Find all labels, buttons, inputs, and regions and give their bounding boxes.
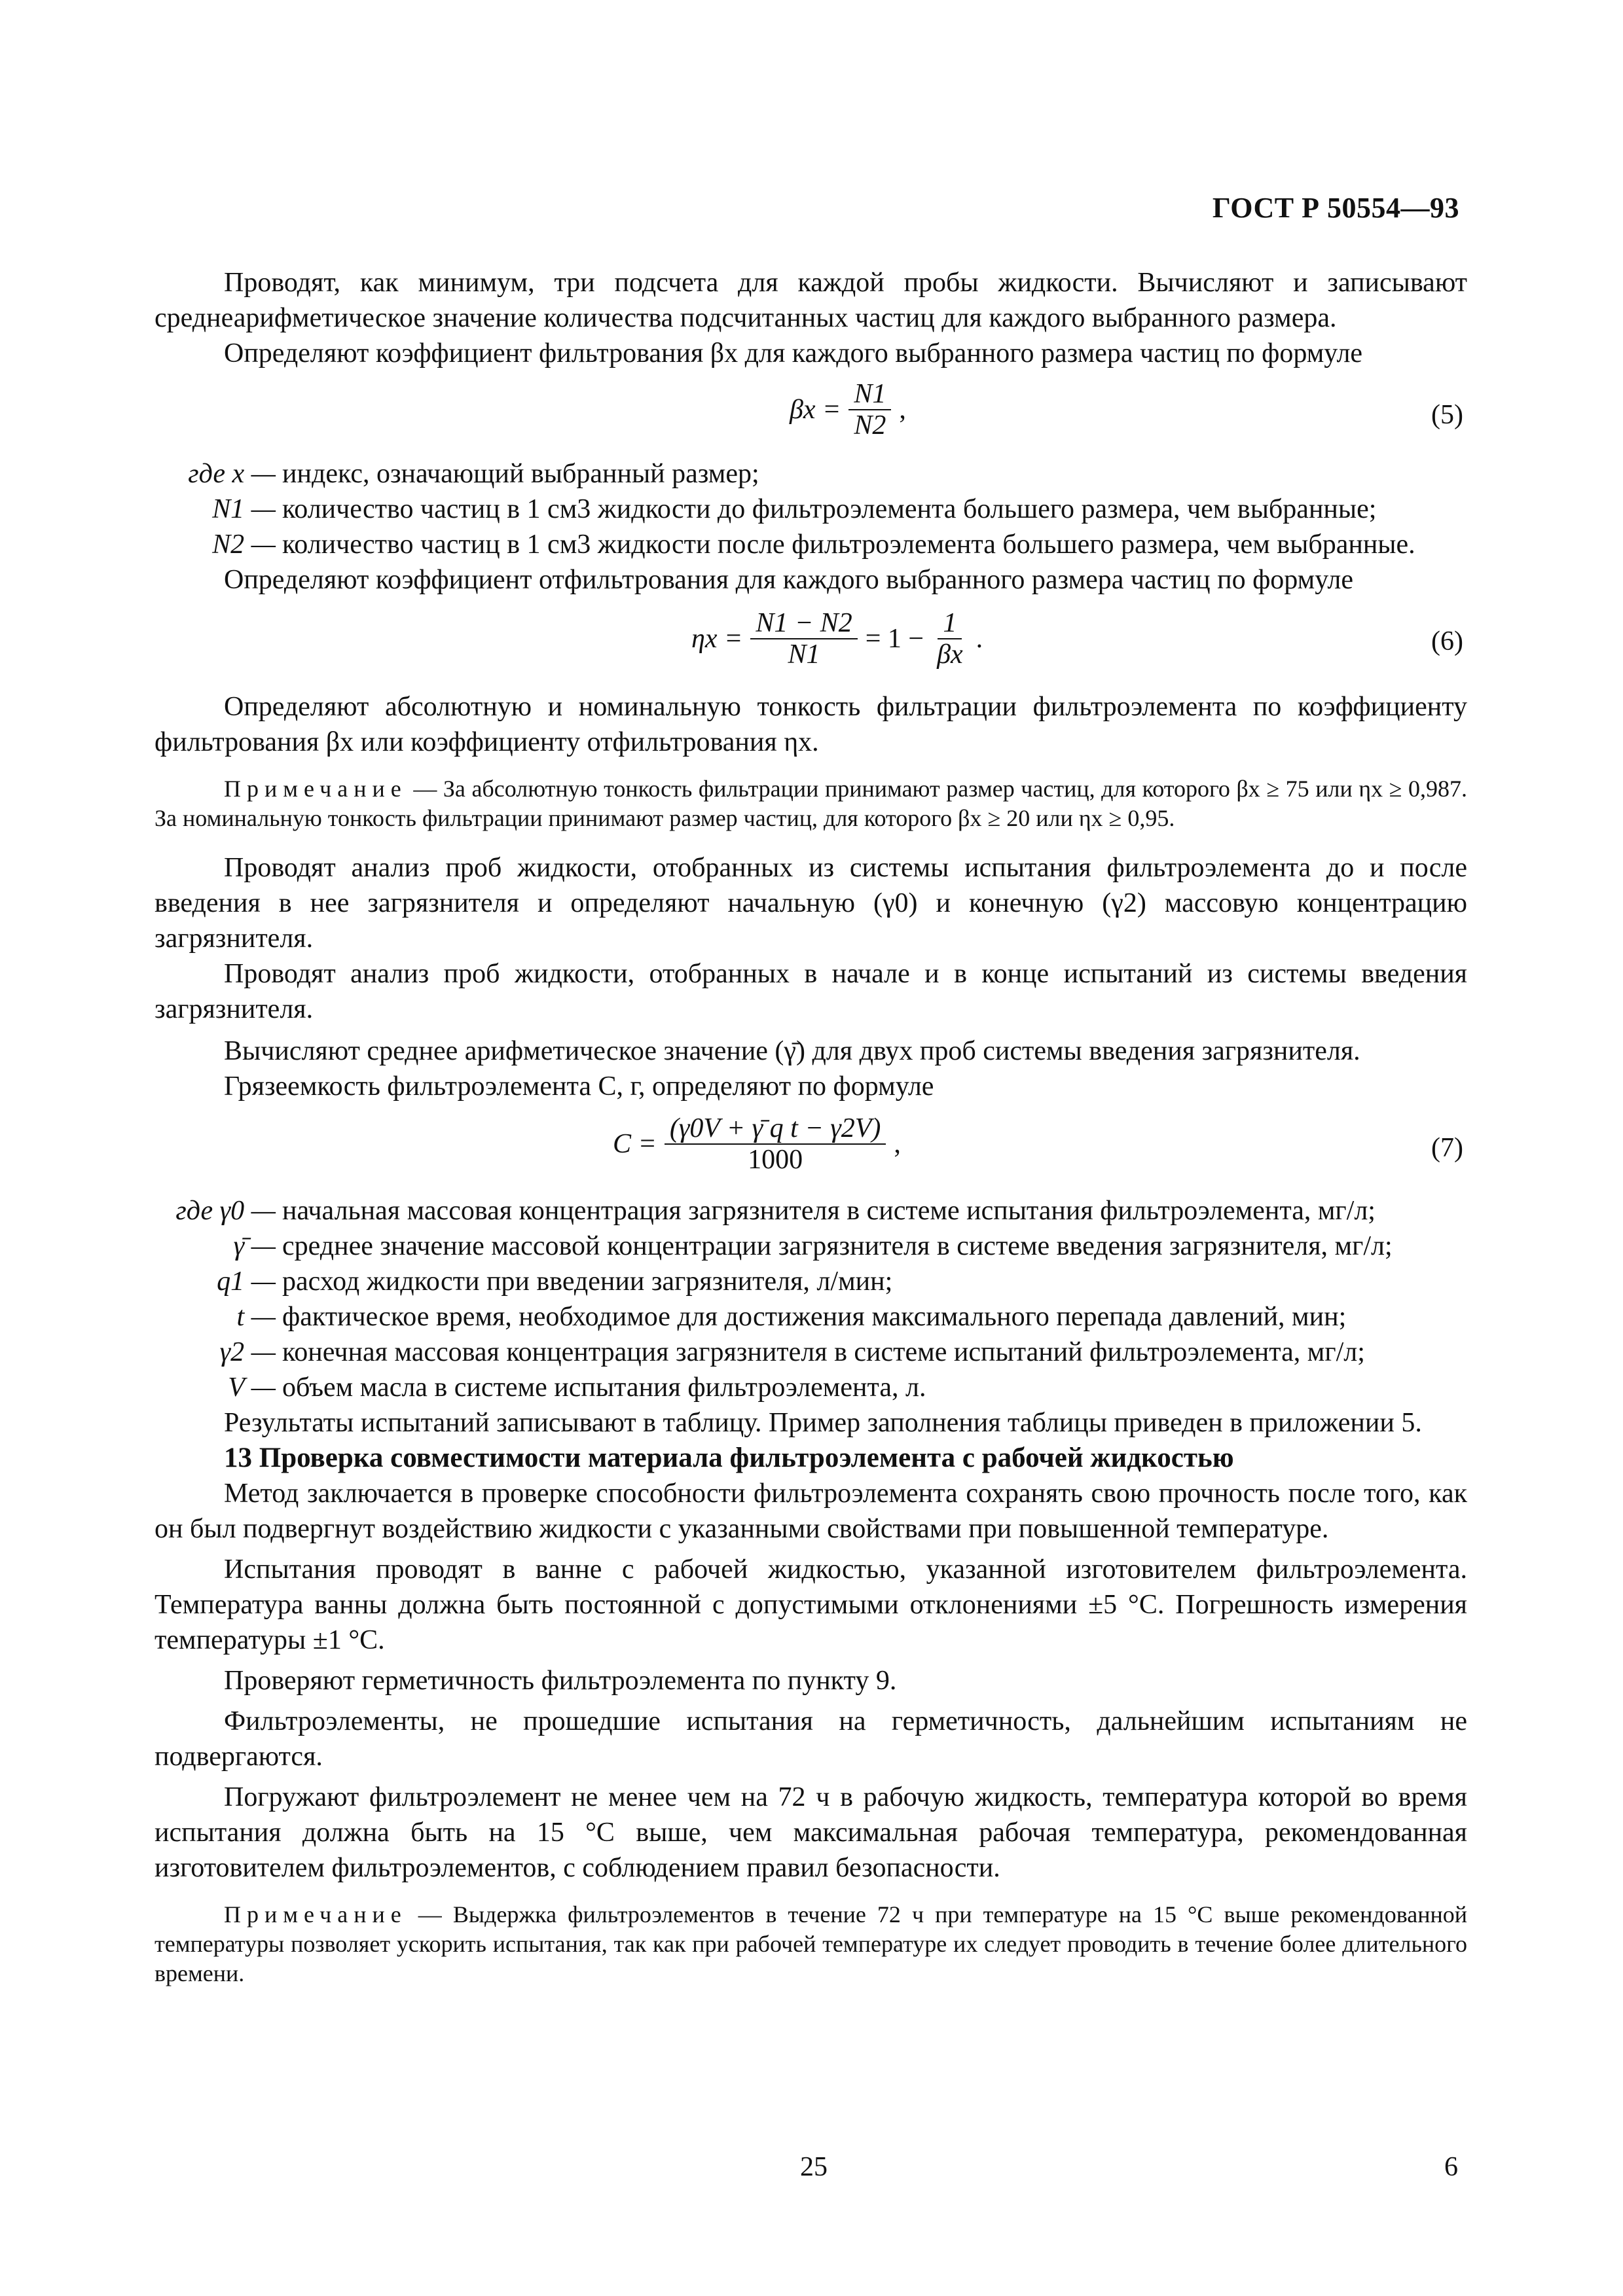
formula-6-middle: = 1 − [865, 624, 924, 654]
definition-text: конечная массовая концентрация загрязнителя в системе испытаний фильтроэлемента, мг/л; [282, 1337, 1365, 1367]
sheet-number: 6 [1444, 2152, 1458, 2182]
definition-item [155, 527, 1467, 562]
definition-text: количество частиц в 1 см3 жидкости до фильтроэлемента большего размера, чем выбранные; [282, 494, 1377, 524]
definition-symbol: γ2 — [219, 1337, 276, 1367]
definition-symbol: N2 — [212, 529, 276, 560]
formula-6-numerator-2: 1 [938, 608, 962, 639]
formula-7-tail: , [894, 1129, 901, 1159]
note-2-label: Примечание [224, 1901, 407, 1928]
formula-6-fraction-1 [750, 608, 857, 670]
formula-6-number: (6) [1431, 626, 1463, 656]
formula-5-number: (5) [1431, 400, 1463, 430]
definition-symbol: q1 — [217, 1266, 276, 1297]
formula-5 [155, 375, 1467, 452]
paragraph-mean-value: Вычисляют среднее арифметическое значение (γ̄) для двух проб системы введения загрязнителя. [224, 1036, 1360, 1066]
formula-7-expression [613, 1113, 901, 1175]
formula-7-denominator: 1000 [748, 1145, 803, 1175]
definition-text: индекс, означающий выбранный размер; [282, 459, 759, 489]
definition-item [155, 1299, 1467, 1335]
definition-item [155, 1370, 1467, 1405]
note-1-text: — За абсолютную тонкость фильтрации принимают размер частиц, для которого βx ≥ 75 или ηx ≥ 0,987. За номинальную тонкость фильтрации принимают размер частиц, для которого βx ≥ 20 или ηx ≥ 0,95. [155, 776, 1468, 831]
definition-text: начальная массовая концентрация загрязнителя в системе испытания фильтроэлемента, мг/л; [282, 1196, 1376, 1226]
formula-5-expression [790, 379, 906, 440]
definition-item [155, 1335, 1467, 1370]
document-body [155, 265, 1467, 1988]
formula-5-denominator: N2 [854, 410, 886, 440]
note-2 [155, 1900, 1467, 1988]
paragraph-dirt-capacity: Грязеемкость фильтроэлемента C, г, определяют по формуле [224, 1071, 934, 1102]
definition-symbol: γ̄ — [233, 1231, 276, 1261]
formula-7-fraction [665, 1113, 886, 1175]
definition-symbol: где x — [188, 459, 276, 489]
definition-symbol: t — [236, 1302, 276, 1332]
formula-6-lhs: ηx = [691, 624, 743, 654]
definition-text: объем масла в системе испытания фильтроэлемента, л. [282, 1372, 926, 1403]
formula-6-numerator-1: N1 − N2 [750, 608, 857, 639]
paragraph-counts: Проводят, как минимум, три подсчета для каждой пробы жидкости. Вычисляют и записывают среднеарифметическое значение количества подсчитанных частиц для каждого выбранного размера. [155, 268, 1467, 333]
definition-text: количество частиц в 1 см3 жидкости после фильтроэлемента большего размера, чем выбранные. [282, 529, 1415, 560]
formula-6-fraction-2 [932, 608, 968, 670]
note-2-text: — Выдержка фильтроэлементов в течение 72 ч при температуре на 15 °С выше рекомендованной температуры позволяет ускорить испытания, так как при рабочей температуре их следует проводить в течение более длительного времени. [155, 1901, 1468, 1986]
formula-6-tail: . [976, 624, 983, 654]
definition-symbol: N1 — [212, 494, 276, 524]
section-13-heading: 13 Проверка совместимости материала фильтроэлемента с рабочей жидкостью [224, 1443, 1234, 1473]
definition-symbol: где γ0 — [175, 1196, 276, 1226]
definition-text: расход жидкости при введении загрязнителя, л/мин; [282, 1266, 893, 1297]
paragraph-results-table: Результаты испытаний записывают в таблицу. Пример заполнения таблицы приведен в приложении 5. [224, 1408, 1422, 1438]
formula-5-fraction [848, 379, 891, 440]
formula-5-numerator: N1 [848, 379, 891, 410]
definition-item [155, 1229, 1467, 1264]
formula-6-denominator-2: βx [937, 639, 963, 670]
definitions-5 [155, 456, 1467, 562]
paragraph-method: Метод заключается в проверке способности фильтроэлемента сохранять свою прочность после того, как он был подвергнут воздействию жидкости с указанными свойствами при повышенной температуре. [155, 1479, 1467, 1544]
paragraph-filtration-coefficient: Определяют коэффициент фильтрования βx для каждого выбранного размера частиц по формуле [224, 338, 1363, 368]
definition-symbol: V — [228, 1372, 276, 1403]
note-1 [155, 774, 1467, 833]
definitions-7 [155, 1193, 1467, 1405]
formula-6 [155, 601, 1467, 685]
paragraph-sample-analysis: Проводят анализ проб жидкости, отобранных из системы испытания фильтроэлемента до и после введения в нее загрязнителя и определяют начальную (γ0) и конечную (γ2) массовую концентрацию загрязнителя. [155, 853, 1467, 954]
definition-text: фактическое время, необходимое для достижения максимального перепада давлений, мин; [282, 1302, 1347, 1332]
definition-item [155, 492, 1467, 527]
definition-item [155, 456, 1467, 492]
formula-7 [155, 1108, 1467, 1189]
paragraph-contaminant-samples: Проводят анализ проб жидкости, отобранных в начале и в конце испытаний из системы введения загрязнителя. [155, 959, 1467, 1024]
definition-item [155, 1264, 1467, 1299]
formula-6-denominator-1: N1 [788, 639, 820, 670]
formula-7-numerator: (γ0V + γ̄ q t − γ2V) [665, 1113, 886, 1145]
paragraph-bath: Испытания проводят в ванне с рабочей жидкостью, указанной изготовителем фильтроэлемента. Температура ванны должна быть постоянной с допустимыми отклонениями ±5 °С. Погрешность измерения температуры ±1 °С. [155, 1554, 1467, 1655]
formula-7-number: (7) [1431, 1133, 1463, 1163]
paragraph-immersion: Погружают фильтроэлемент не менее чем на 72 ч в рабочую жидкость, температура которой во время испытания должна быть на 15 °С выше, чем максимальная рабочая температура, рекомендованная изготовителем фильтроэлементов, с соблюдением правил безопасности. [155, 1782, 1467, 1883]
paragraph-defiltration-coefficient: Определяют коэффициент отфильтрования для каждого выбранного размера частиц по формуле [224, 565, 1353, 595]
definition-item [155, 1193, 1467, 1229]
formula-7-lhs: C = [613, 1129, 657, 1159]
formula-5-tail: , [899, 395, 906, 425]
paragraph-tightness: Проверяют герметичность фильтроэлемента по пункту 9. [224, 1666, 897, 1696]
definition-text: среднее значение массовой концентрации загрязнителя в системе введения загрязнителя, мг/л; [282, 1231, 1393, 1261]
formula-5-lhs: βx = [790, 395, 841, 425]
note-1-label: Примечание [224, 776, 407, 802]
paragraph-fineness: Определяют абсолютную и номинальную тонкость фильтрации фильтроэлемента по коэффициенту фильтрования βx или коэффициенту отфильтрования ηx. [155, 692, 1467, 757]
document-header: ГОСТ Р 50554—93 [1212, 192, 1459, 224]
paragraph-failed-elements: Фильтроэлементы, не прошедшие испытания на герметичность, дальнейшим испытаниям не подвергаются. [155, 1706, 1467, 1772]
formula-6-expression [691, 608, 983, 670]
page-number: 25 [800, 2152, 828, 2182]
